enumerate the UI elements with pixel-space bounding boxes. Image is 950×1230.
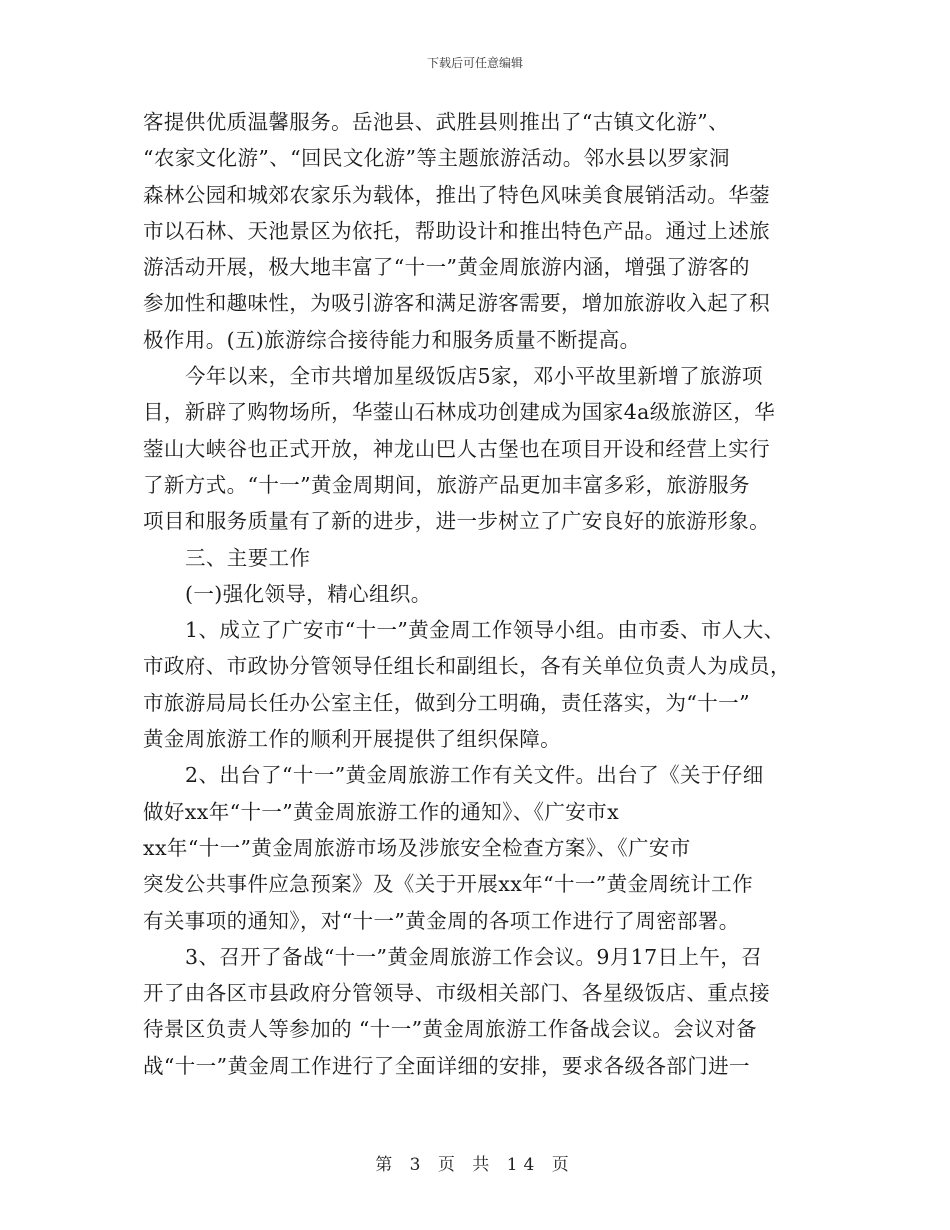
text-line: 极作用。(五)旅游综合接待能力和服务质量不断提高。 bbox=[143, 327, 641, 352]
text-line: 了新方式。“十一”黄金周期间，旅游产品更加丰富多彩，旅游服务 bbox=[143, 472, 750, 497]
document-body bbox=[143, 104, 823, 1084]
text-line: 参加性和趣味性，为吸引游客和满足游客需要，增加旅游收入起了积 bbox=[143, 291, 770, 316]
text-line: 做好xx年“十一”黄金周旅游工作的通知》、《广安市x bbox=[143, 799, 620, 824]
text-line: 项目和服务质量有了新的进步，进一步树立了广安良好的旅游形象。 bbox=[143, 509, 770, 534]
page-number-footer: 第 3 页 共 14 页 bbox=[375, 1155, 575, 1175]
text-line: xx年“十一”黄金周旅游市场及涉旅安全检查方案》、《广安市 bbox=[143, 835, 691, 860]
text-line: “农家文化游”、“回民文化游”等主题旅游活动。邻水县以罗家洞 bbox=[143, 146, 730, 171]
text-line: (一)强化领导，精心组织。 bbox=[185, 581, 432, 606]
page-header: 下载后可任意编辑 bbox=[426, 56, 523, 70]
text-line: 3、召开了备战“十一”黄金周旅游工作会议。9月17日上午，召 bbox=[185, 944, 763, 969]
text-line: 突发公共事件应急预案》及《关于开展xx年“十一”黄金周统计工作 bbox=[143, 872, 753, 897]
text-line: 三、主要工作 bbox=[185, 545, 311, 570]
text-line: 2、出台了“十一”黄金周旅游工作有关文件。出台了《关于仔细 bbox=[185, 763, 764, 788]
text-line: 森林公园和城郊农家乐为载体，推出了特色风味美食展销活动。华蓥 bbox=[143, 182, 770, 207]
text-line: 待景区负责人等参加的 “十一”黄金周旅游工作备战会议。会议对备 bbox=[143, 1017, 757, 1042]
text-line: 蓥山大峡谷也正式开放，神龙山巴人古堡也在项目开设和经营上实行 bbox=[143, 436, 770, 461]
text-line: 战“十一”黄金周工作进行了全面详细的安排，要求各级各部门进一 bbox=[143, 1053, 750, 1078]
text-line: 有关事项的通知》，对“十一”黄金周的各项工作进行了周密部署。 bbox=[143, 908, 740, 933]
text-line: 市以石林、天池景区为依托，帮助设计和推出特色产品。通过上述旅 bbox=[143, 218, 770, 243]
text-line: 今年以来，全市共增加星级饭店5家，邓小平故里新增了旅游项 bbox=[185, 364, 763, 389]
text-line: 黄金周旅游工作的顺利开展提供了组织保障。 bbox=[143, 727, 561, 752]
text-line: 1、成立了广安市“十一”黄金周工作领导小组。由市委、市人大、 bbox=[185, 618, 785, 643]
text-line: 市旅游局局长任办公室主任，做到分工明确，责任落实，为“十一” bbox=[143, 690, 750, 715]
text-line: 客提供优质温馨服务。岳池县、武胜县则推出了“古镇文化游”、 bbox=[143, 110, 730, 134]
text-line: 市政府、市政协分管领导任组长和副组长，各有关单位负责人为成员， bbox=[143, 654, 791, 679]
text-line: 开了由各区市县政府分管领导、市级相关部门、各星级饭店、重点接 bbox=[143, 981, 770, 1006]
text-line: 游活动开展，极大地丰富了“十一”黄金周旅游内涵，增强了游客的 bbox=[143, 255, 750, 280]
text-line: 目，新辟了购物场所，华蓥山石林成功创建成为国家4a级旅游区，华 bbox=[143, 400, 776, 425]
